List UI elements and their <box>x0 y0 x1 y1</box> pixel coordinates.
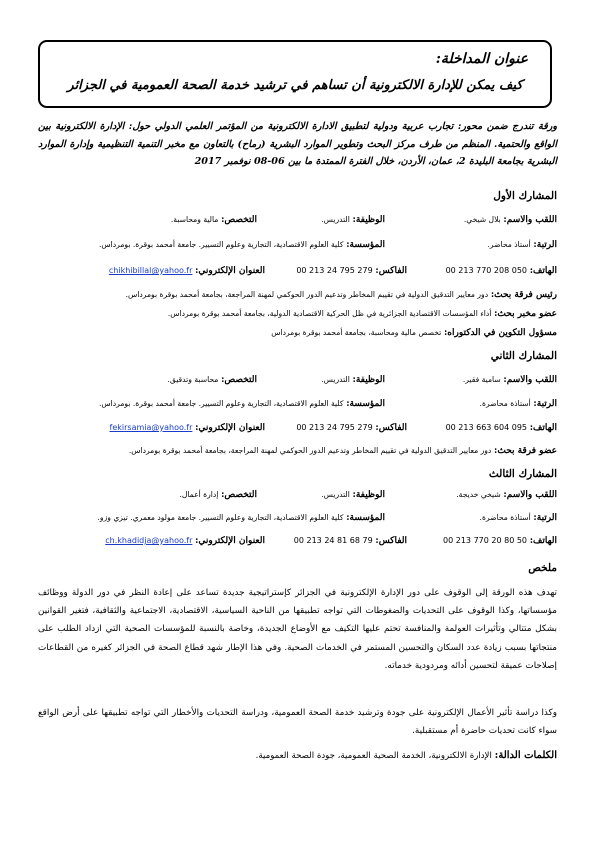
abstract-paragraph-2: وكذا دراسة تأثير الأعمال الإلكترونية على جودة وترشيد خدمة الصحة العمومية، ودراسة التحديات والأخطار التي تواجه تطبيقها على أرض الواقع سواء كانت تحديات حاضرة أم مستقبلية. <box>38 708 557 737</box>
email-label: العنوان الإلكتروني: <box>195 536 265 546</box>
inst-label: المؤسسة: <box>346 240 385 250</box>
job-label: الوظيفة: <box>352 490 385 500</box>
participant-1-row-rank <box>38 240 557 258</box>
participant-1-row-name <box>38 215 557 233</box>
keywords-value: الإدارة الالكترونية، الخدمة الصحية العمومية، جودة الصحة العمومية. <box>255 751 492 761</box>
inst-label: المؤسسة: <box>346 399 385 409</box>
participant-2-extra-0 <box>38 446 557 464</box>
email-link[interactable]: chikhibillal@yahoo.fr <box>108 266 193 275</box>
name-label: اللقب والاسم: <box>503 375 557 385</box>
participant-3-heading: المشارك الثالث <box>488 468 557 480</box>
rank-value: أستاذ محاضر. <box>487 240 531 249</box>
phone-label: الهاتف: <box>529 423 557 433</box>
spec-value: محاسبة وتدقيق. <box>167 375 219 384</box>
inst-value: كلية العلوم الاقتصادية، التجارية وعلوم التسيير. جامعة مولود معمري. تيزي وزو. <box>97 513 344 522</box>
job-label: الوظيفة: <box>352 215 385 225</box>
phone-label: الهاتف: <box>529 266 557 276</box>
extra-text: دور معايير التدقيق الدولية في تقييم المخاطر وتدعيم الدور الحوكمي لمهنة المراجعة، بجامعة أمحمد بوقرة بومرداس. <box>125 290 489 299</box>
participant-1-row-contact <box>38 266 557 284</box>
participant-2-row-contact <box>38 423 557 441</box>
job-value: التدريس. <box>321 215 350 224</box>
name-value: سامية فقير. <box>462 375 501 384</box>
job-value: التدريس. <box>321 375 350 384</box>
extra-label: مسؤول التكوين في الدكتوراه: <box>443 328 557 338</box>
rank-label: الرتبة: <box>533 513 557 523</box>
inst-value: كلية العلوم الاقتصادية، التجارية وعلوم التسيير. جامعة أمحمد بوقرة. بومرداس. <box>98 399 344 408</box>
spec-value: مالية ومحاسبة. <box>170 215 219 224</box>
email-link[interactable]: ch.khadidja@yahoo.fr <box>105 536 193 545</box>
title-label: عنوان المداخلة: <box>435 51 528 67</box>
fax-value: 00 213 24 795 279 <box>296 423 373 432</box>
extra-label: عضو مخبر بحث: <box>494 309 557 319</box>
spec-label: التخصص: <box>221 215 257 225</box>
inst-label: المؤسسة: <box>346 513 385 523</box>
name-label: اللقب والاسم: <box>503 215 557 225</box>
rank-value: أستاذة محاضرة. <box>479 513 531 522</box>
fax-label: الفاكس: <box>375 266 407 276</box>
participant-1-extra-0 <box>38 290 557 308</box>
participant-1-heading: المشارك الأول <box>493 190 557 202</box>
rank-value: أستاذة محاضرة. <box>479 399 531 408</box>
phone-label: الهاتف: <box>529 536 557 546</box>
participant-2-heading: المشارك الثاني <box>490 350 557 362</box>
abstract-paragraph-1: تهدف هذه الورقة إلى الوقوف على دور الإدارة الإلكترونية في الجزائر كإستراتيجية جديدة تساعد على إعادة النظر في دور الدولة ووظائف مؤسساتها، وكذا الوقوف على التحديات والضغوطات التي تواجه تطبيقها من الناحية السياسية، الاقتصادية، الاجتماعية والثقافية، فتغير القوانين بشكل متتالي وتأثيرات العولمة والمنافسة تحتم عليها التكيف مع الأوضاع الجديدة، وخاصة بالنسبة للمؤسسات الصحية التي ازداد الطلب على منتجاتها بسبب زيادة عدد السكان والتحسين المستمر في الخدمات الصحية. وفي هذا الإطار شهد قطاع الصحة في الجزائر كغيره من القطاعات إصلاحات عميقة لتحسين أدائه ومردودية خدماته. <box>38 588 557 671</box>
name-value: بلال شيخي. <box>463 215 501 224</box>
rank-label: الرتبة: <box>533 240 557 250</box>
rank-label: الرتبة: <box>533 399 557 409</box>
job-value: التدريس. <box>321 490 350 499</box>
participant-1-extra-1 <box>38 309 557 327</box>
extra-text: أداء المؤسسات الاقتصادية الجزائرية في ظل الحركية الاقتصادية الدولية، بجامعة أمحمد بوقرة بومرداس. <box>167 309 492 318</box>
fax-label: الفاكس: <box>375 536 407 546</box>
spec-label: التخصص: <box>221 490 257 500</box>
fax-label: الفاكس: <box>375 423 407 433</box>
abstract-heading: ملخص <box>528 562 557 574</box>
paper-title: كيف يمكن للإدارة الالكترونية أن تساهم في ترشيد خدمة الصحة العمومية في الجزائر <box>67 78 523 93</box>
email-link[interactable]: fekirsamia@yahoo.fr <box>109 423 193 432</box>
extra-label: رئيس فرقة بحث: <box>490 290 557 300</box>
intro-paragraph: ورقة تندرج ضمن محور: تجارب عربية ودولية لتطبيق الادارة الالكترونية من المؤتمر العلمي الدولي حول: الإدارة الالكترونية بين الواقع والحتمية. المنظم من طرف مركز البحث وتطوير الموارد البشرية (رماح) بالتعاون مع مخبر التنمية التنظيمية وإدارة الموارد البشرية بجامعة البليدة 2، عمان، الأردن، خلال الفترة الممتدة ما بين 06-08 نوفمبر 2017 <box>38 121 557 167</box>
participant-2-row-rank <box>38 399 557 417</box>
participant-3-row-rank <box>38 513 557 531</box>
email-label: العنوان الإلكتروني: <box>195 266 265 276</box>
phone-value: 00 213 770 208 050 <box>445 266 528 275</box>
phone-value: 00 213 663 604 095 <box>445 423 528 432</box>
spec-label: التخصص: <box>221 375 257 385</box>
name-value: شيخي خديجة. <box>456 490 501 499</box>
extra-text: تخصص مالية ومحاسبة، بجامعة أمحمد بوقرة بومرداس <box>271 328 442 337</box>
title-box <box>38 40 552 108</box>
inst-value: كلية العلوم الاقتصادية، التجارية وعلوم التسيير. جامعة أمحمد بوقرة. بومرداس. <box>98 240 344 249</box>
email-label: العنوان الإلكتروني: <box>195 423 265 433</box>
participant-1-extra-2 <box>38 328 557 346</box>
keywords-line <box>38 750 557 761</box>
keywords-label: الكلمات الدالة: <box>494 750 557 761</box>
participant-3-row-contact <box>38 536 557 554</box>
name-label: اللقب والاسم: <box>503 490 557 500</box>
extra-text: دور معايير التدقيق الدولية في تقييم المخاطر وتدعيم الدور الحوكمي لمهنة المراجعة، بجامعة أمحمد بوقرة بومرداس. <box>128 446 492 455</box>
spec-value: إدارة أعمال. <box>179 490 219 499</box>
extra-label: عضو فرقة بحث: <box>494 446 557 456</box>
phone-value: 00 213 770 20 80 50 <box>443 536 528 545</box>
participant-3-row-name <box>38 490 557 508</box>
participant-2-row-name <box>38 375 557 393</box>
job-label: الوظيفة: <box>352 375 385 385</box>
fax-value: 00 213 24 795 279 <box>296 266 373 275</box>
fax-value: 00 213 24 81 68 79 <box>293 536 373 545</box>
